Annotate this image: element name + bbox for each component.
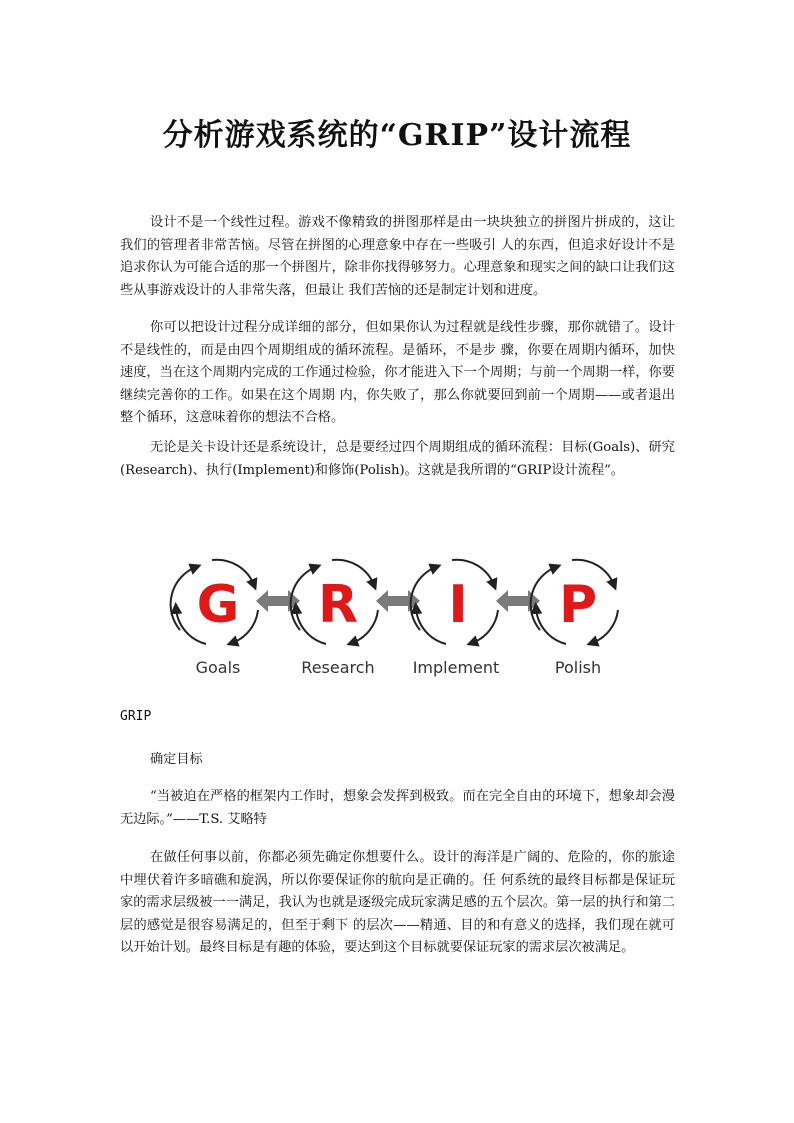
- grip-diagram: [150, 540, 650, 690]
- cycle-implement: [411, 560, 498, 644]
- double-arrow-icon: [256, 590, 300, 612]
- label-goals: Goals: [195, 658, 241, 677]
- double-arrow-icon: [376, 590, 420, 612]
- figure-caption: GRIP: [120, 709, 152, 724]
- label-polish: Polish: [554, 658, 602, 677]
- paragraph-grip: 无论是关卡设计还是系统设计，总是要经过四个周期组成的循环流程：目标(Goals)、研究(Research)、执行(Implement)和修饰(Polish)。这就是我所谓的“GRIP设计流程”。: [120, 440, 675, 478]
- section-heading: 确定目标: [150, 752, 203, 767]
- cycle-research: [291, 560, 378, 644]
- label-implement: Implement: [412, 658, 500, 677]
- letter-i: I: [448, 575, 468, 635]
- letter-r: R: [317, 575, 359, 635]
- cycle-arrow-icon: [472, 610, 498, 643]
- cycle-polish: [531, 560, 618, 644]
- double-arrow-icon: [496, 590, 540, 612]
- paragraph-intro: 设计不是一个线性过程。游戏不像精致的拼图那样是由一块块独立的拼图片拼成的，这让我们的管理者非常苦恼。尽管在拼图的心理意象中存在一些吸引 人的东西，但追求好设计不是追求你认为可能合适的那一个拼图片，除非你找得够努力。心理意象和现实之间的缺口让我们这些从事游戏设计的人非常失落，但最让 我们苦恼的还是制定计划和进度。: [120, 215, 675, 298]
- cycle-arrow-icon: [171, 567, 196, 630]
- paragraph-cycles: 你可以把设计过程分成详细的部分，但如果你认为过程就是线性步骤，那你就错了。设计不是线性的，而是由四个周期组成的循环流程。是循环，不是步 骤，你要在周期内循环，加快速度，当在这个周期内完成的工作通过检验，你才能进入下一个周期；与前一个周期一样，你要继续完善你的工作。如果在这个周期 内，你失败了，那么你就要回到前一个周期——或者退出整个循环，这意味着你的想法不合格。: [120, 320, 675, 425]
- page-title: 分析游戏系统的“GRIP”设计流程: [162, 118, 632, 153]
- letter-g: G: [196, 575, 240, 635]
- letter-p: P: [558, 575, 598, 635]
- quote-paragraph: “当被迫在严格的框架内工作时，想象会发挥到极致。而在完全自由的环境下，想象却会漫无边际。”——T.S. 艾略特: [120, 789, 675, 827]
- cycle-goals: [171, 560, 258, 644]
- cycle-arrow-icon: [416, 608, 446, 644]
- paragraph-goals: 在做任何事以前，你都必须先确定你想要什么。设计的海洋是广阔的、危险的，你的旅途中埋伏着许多暗礁和旋涡，所以你要保证你的航向是正确的。任 何系统的最终目标都是保证玩家的需求层级被一一满足，我认为也就是逐级完成玩家满足感的五个层次。第一层的执行和第二层的感觉是很容易满足的，但至于剩下 的层次——精通、目的和有意义的选择，我们现在就可以开始计划。最终目标是有趣的体验，要达到这个目标就要保证玩家的需求层次被满足。: [120, 850, 675, 955]
- label-research: Research: [301, 658, 375, 677]
